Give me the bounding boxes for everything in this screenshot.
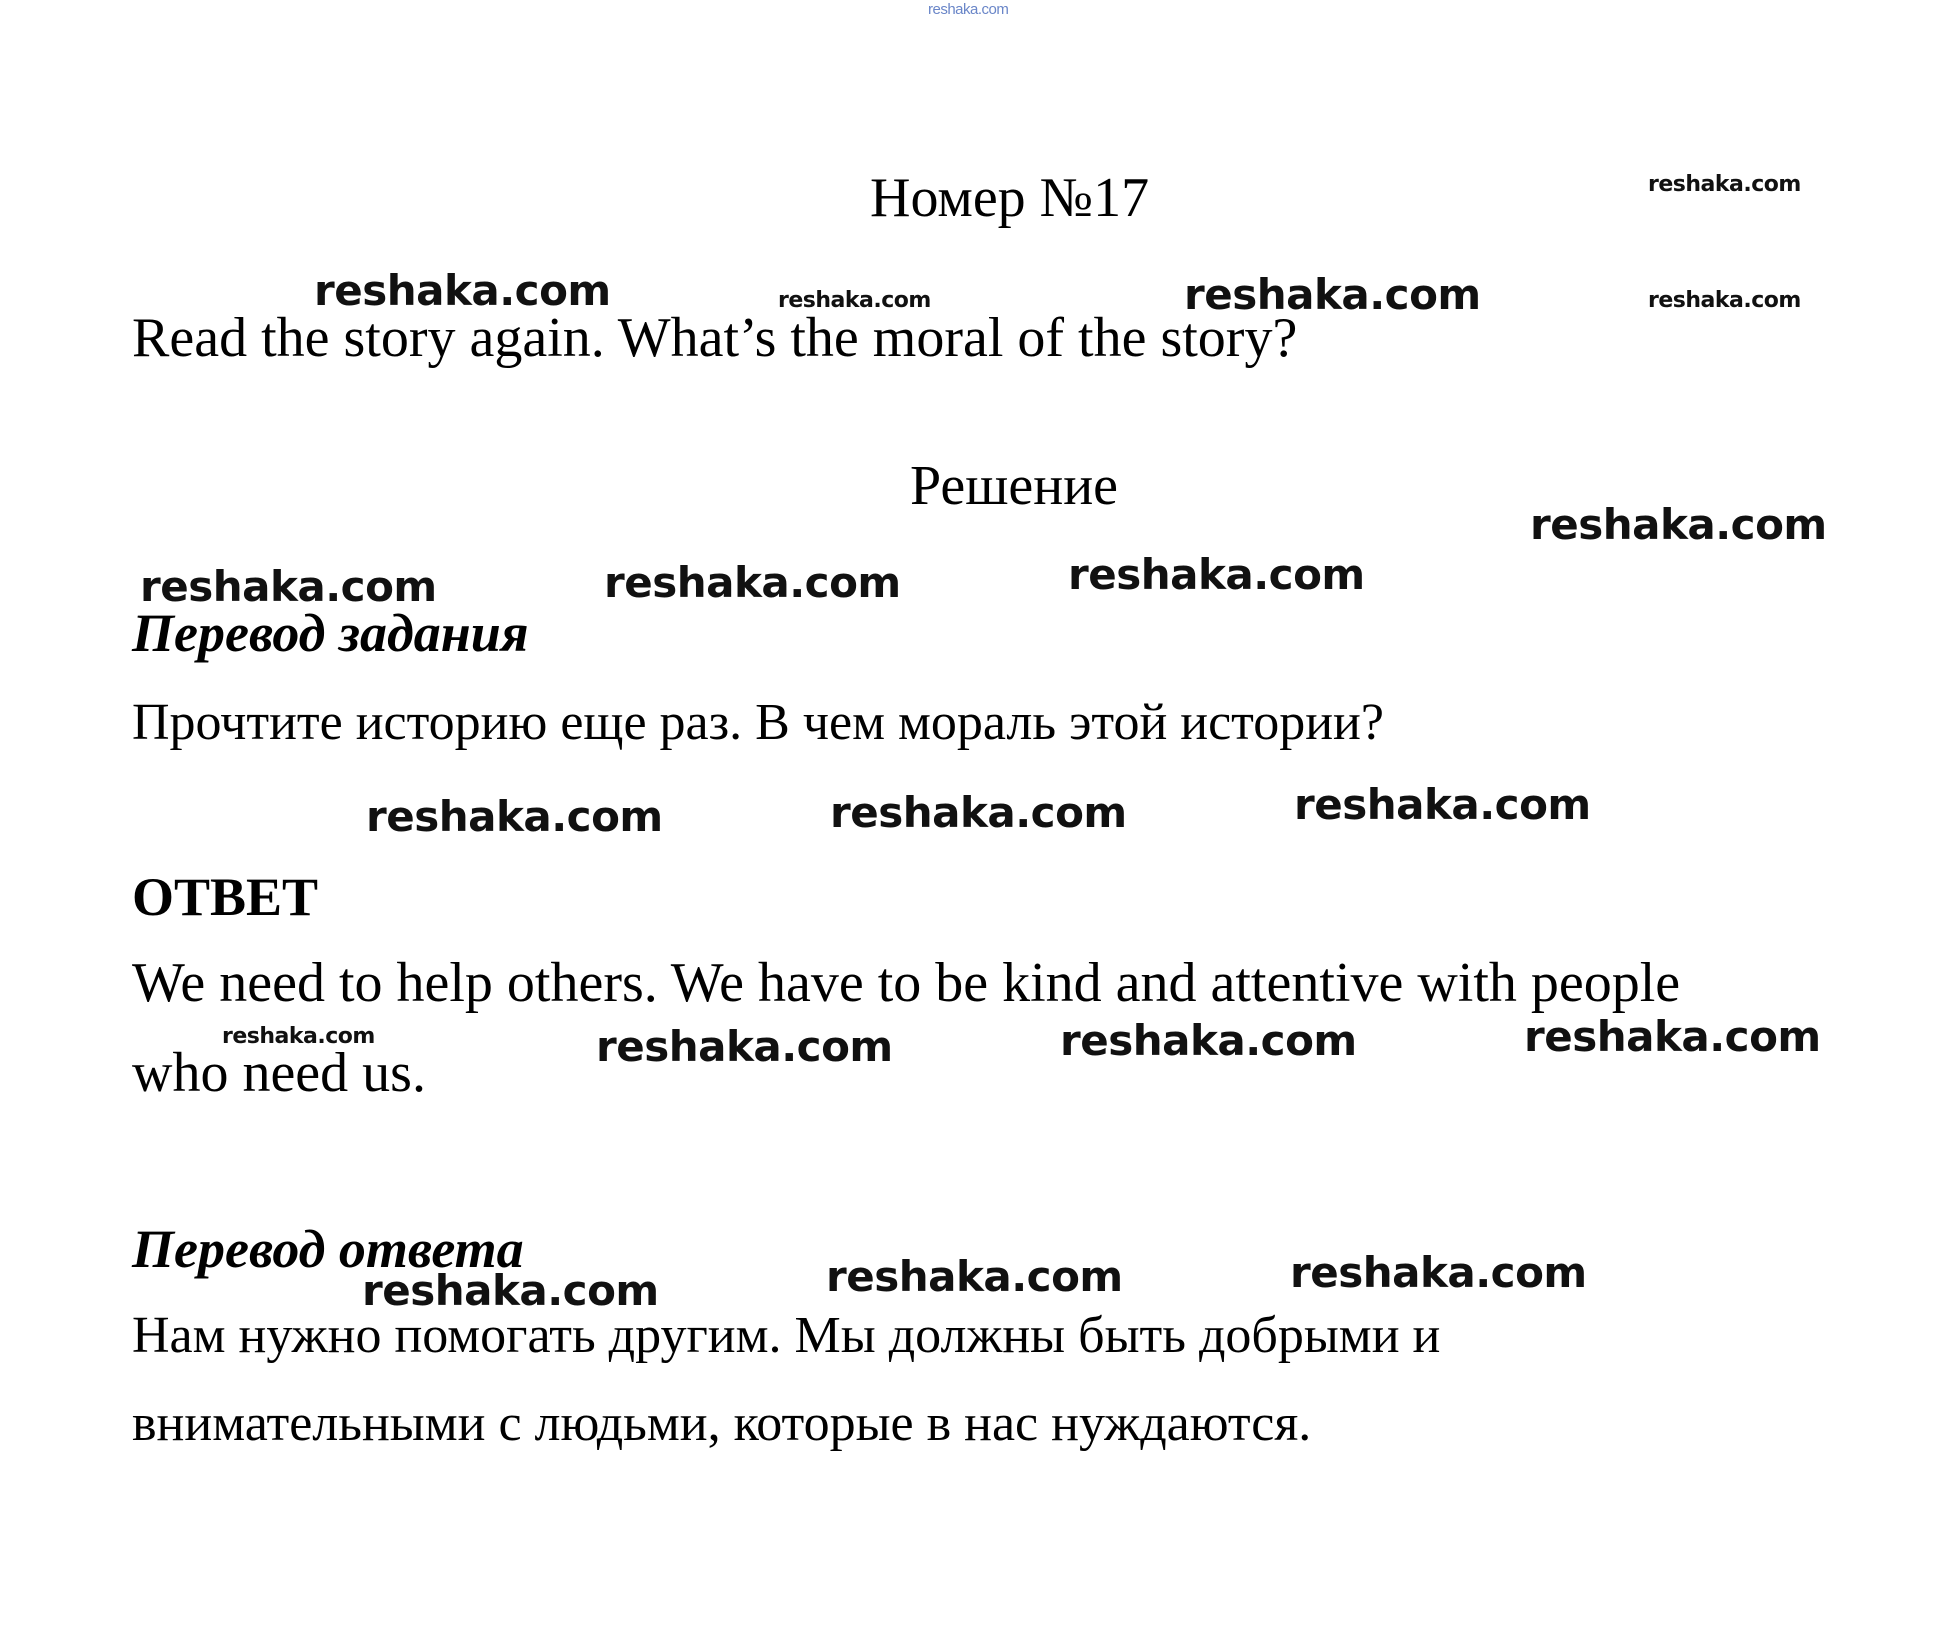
- watermark: reshaka.com: [1648, 172, 1801, 197]
- watermark: reshaka.com: [604, 558, 901, 607]
- watermark: reshaka.com: [362, 1266, 659, 1315]
- watermark: reshaka.com: [1524, 1012, 1821, 1061]
- watermark: reshaka.com: [826, 1252, 1123, 1301]
- solution-heading: Решение: [910, 455, 1119, 517]
- watermark: reshaka.com: [778, 288, 931, 313]
- page-title: Номер №17: [870, 167, 1150, 229]
- site-mark: reshaka.com: [928, 1, 1009, 18]
- task-question: Read the story again. What’s the moral of the story?: [132, 307, 1298, 369]
- watermark: reshaka.com: [1530, 500, 1827, 549]
- watermark: reshaka.com: [1068, 550, 1365, 599]
- translation-text: Прочтите историю еще раз. В чем мораль этой истории?: [132, 694, 1384, 751]
- answer-translation-line-1: Нам нужно помогать другим. Мы должны быть добрыми и: [132, 1307, 1441, 1364]
- watermark: reshaka.com: [314, 266, 611, 315]
- watermark: reshaka.com: [222, 1024, 375, 1049]
- answer-line-2: who need us.: [132, 1042, 426, 1104]
- watermark: reshaka.com: [596, 1022, 893, 1071]
- watermark: reshaka.com: [366, 792, 663, 841]
- answer-translation-heading: Перевод ответа: [132, 1219, 524, 1279]
- watermark: reshaka.com: [1184, 270, 1481, 319]
- answer-line-1: We need to help others. We have to be kind and attentive with people: [132, 952, 1681, 1014]
- answer-translation-line-2: внимательными с людьми, которые в нас нуждаются.: [132, 1395, 1312, 1452]
- watermark: reshaka.com: [1294, 780, 1591, 829]
- watermark: reshaka.com: [1290, 1248, 1587, 1297]
- watermark: reshaka.com: [1648, 288, 1801, 313]
- watermark: reshaka.com: [140, 562, 437, 611]
- translation-heading: Перевод задания: [132, 603, 529, 663]
- watermark: reshaka.com: [830, 788, 1127, 837]
- answer-heading: ОТВЕТ: [132, 867, 319, 927]
- watermark: reshaka.com: [1060, 1016, 1357, 1065]
